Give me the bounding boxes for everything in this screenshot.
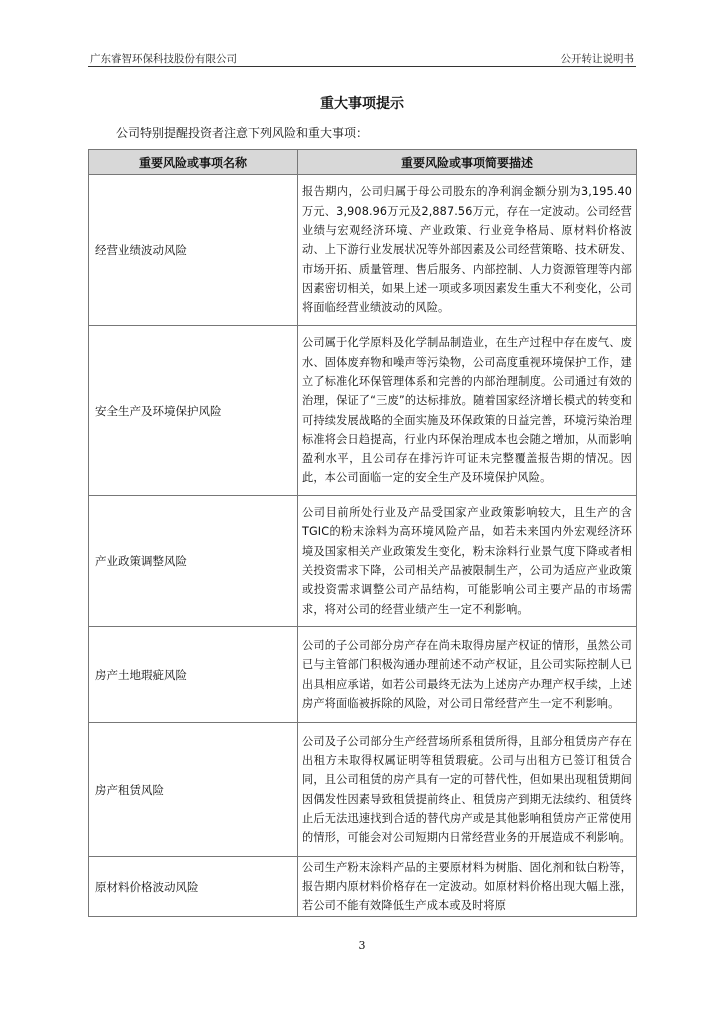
risk-name: 房产土地瑕疵风险 xyxy=(89,627,298,723)
risk-name: 安全生产及环境保护风险 xyxy=(89,326,298,496)
risk-name: 原材料价格波动风险 xyxy=(89,857,298,917)
column-header-name: 重要风险或事项名称 xyxy=(89,150,298,175)
section-title: 重大事项提示 xyxy=(320,96,404,112)
column-header-description: 重要风险或事项简要描述 xyxy=(298,150,637,175)
risk-name: 产业政策调整风险 xyxy=(89,496,298,627)
page-number: 3 xyxy=(358,939,366,952)
risk-table xyxy=(88,149,637,917)
risk-name: 房产租赁风险 xyxy=(89,723,298,857)
risk-description: 报告期内，公司归属于母公司股东的净利润金额分别为3,195.40万元、3,908.96万元及2,887.56万元，存在一定波动。公司经营业绩与宏观经济环境、产业政策、行业竞争格局、原材料价格波动、上下游行业发展状况等外部因素及公司经营策略、技术研发、市场开拓、质量管理、售后服务、内部控制、人力资源管理等内部因素密切相关，如果上述一项或多项因素发生重大不利变化，公司将面临经营业绩波动的风险。 xyxy=(298,175,637,326)
table-row xyxy=(89,857,637,917)
risk-description: 公司目前所处行业及产品受国家产业政策影响较大，且生产的含TGIC的粉末涂料为高环境风险产品，如若未来国内外宏观经济环境及国家相关产业政策发生变化，粉末涂料行业景气度下降或者相关投资需求下降，公司相关产品被限制生产，公司为适应产业政策或投资需求调整公司产品结构，可能影响公司主要产品的市场需求，将对公司的经营业绩产生一定不利影响。 xyxy=(298,496,637,627)
table-row xyxy=(89,627,637,723)
risk-description: 公司属于化学原料及化学制品制造业，在生产过程中存在废气、废水、固体废弃物和噪声等污染物，公司高度重视环境保护工作，建立了标准化环保管理体系和完善的内部治理制度。公司通过有效的治理，保证了“三废”的达标排放。随着国家经济增长模式的转变和可持续发展战略的全面实施及环保政策的日益完善，环境污染治理标准将会日趋提高，行业内环保治理成本也会随之增加，从而影响盈利水平，且公司存在排污许可证未完整覆盖报告期的情况。因此，本公司面临一定的安全生产及环境保护风险。 xyxy=(298,326,637,496)
document-type: 公开转让说明书 xyxy=(560,53,634,65)
risk-description: 公司的子公司部分房产存在尚未取得房屋产权证的情形，虽然公司已与主管部门积极沟通办理前述不动产权证，且公司实际控制人已出具相应承诺，如若公司最终无法为上述房产办理产权手续，上述房产将面临被拆除的风险，对公司日常经营产生一定不利影响。 xyxy=(298,627,637,723)
intro-text: 公司特别提醒投资者注意下列风险和重大事项： xyxy=(116,126,369,140)
table-row xyxy=(89,723,637,857)
risk-description: 公司生产粉末涂料产品的主要原材料为树脂、固化剂和钛白粉等，报告期内原材料价格存在一定波动。如原材料价格出现大幅上涨，若公司不能有效降低生产成本或及时将原 xyxy=(298,857,637,917)
page-header xyxy=(88,50,636,67)
risk-name: 经营业绩波动风险 xyxy=(89,175,298,326)
company-name: 广东睿智环保科技股份有限公司 xyxy=(90,53,237,65)
table-row xyxy=(89,326,637,496)
table-row xyxy=(89,496,637,627)
risk-description: 公司及子公司部分生产经营场所系租赁所得，且部分租赁房产存在出租方未取得权属证明等租赁瑕疵。公司与出租方已签订租赁合同，且公司租赁的房产具有一定的可替代性，但如果出现租赁期间因偶发性因素导致租赁提前终止、租赁房产到期无法续约、租赁终止后无法迅速找到合适的替代房产或是其他影响租赁房产正常使用的情形，可能会对公司短期内日常经营业务的开展造成不利影响。 xyxy=(298,723,637,857)
table-row xyxy=(89,175,637,326)
table-header-row xyxy=(89,150,637,175)
